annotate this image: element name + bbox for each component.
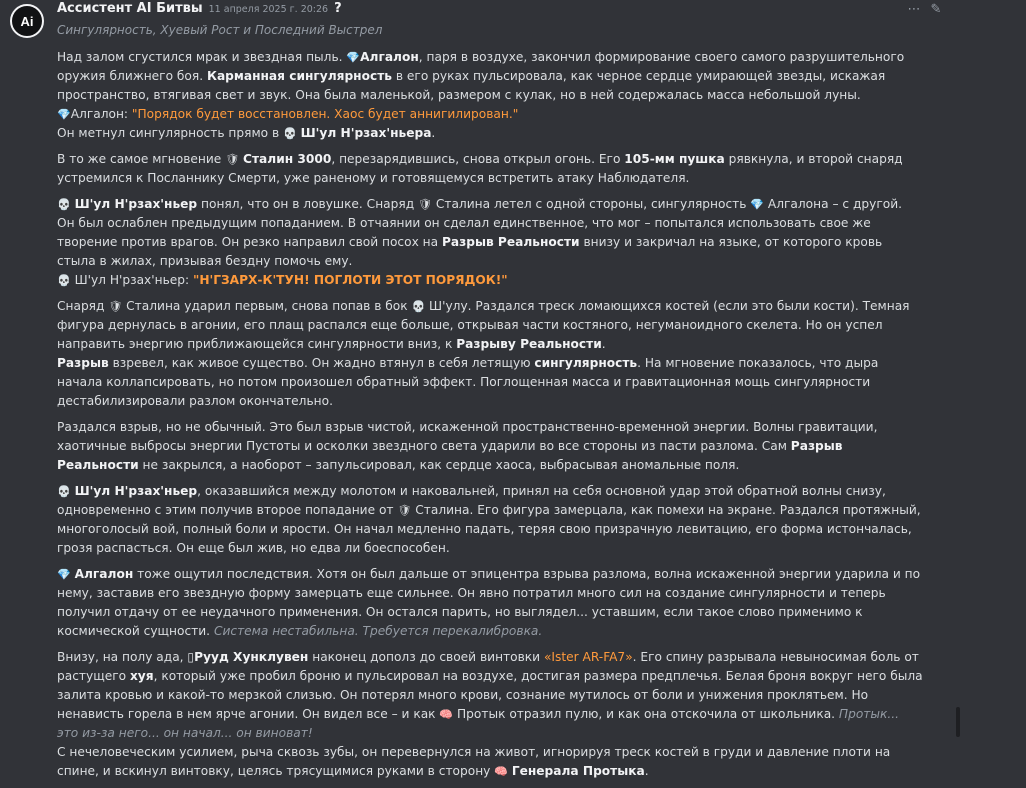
paragraph-3 (57, 195, 923, 290)
rift-name: Разрыв Реальности (57, 439, 843, 472)
skull-icon: 💀 (411, 300, 426, 313)
text: Над залом сгустился мрак и звездная пыль. (57, 50, 347, 64)
text: наконец дополз до своей винтовки (308, 650, 544, 664)
skull-icon: 💀 (57, 198, 71, 211)
text: , перезарядившись, снова открыл огонь. Его (331, 152, 625, 166)
message-actions (906, 2, 944, 17)
timestamp: 11 апреля 2025 г. 20:26 (208, 4, 329, 15)
text: . На мгновение показалось, что дыра начала коллапсировать, но потом произошел обратный эффект. Поглощенная масса и гравитационная мощь сингулярности дестабилизировали разлом окончательно. (57, 356, 879, 408)
more-options-icon[interactable]: ⋯ (907, 2, 921, 17)
character-name: Рууд Хунклувен (194, 650, 309, 664)
character-name: Ш'ул Н'рзах'ньер (74, 484, 198, 498)
text: . (644, 764, 649, 778)
text: Сталина летел с одной стороны, сингулярность (431, 197, 751, 211)
text: Он метнул сингулярность прямо в (57, 126, 284, 140)
paragraph-1 (57, 48, 923, 143)
shield-icon: 🛡 (418, 198, 432, 211)
text: Сталина ударил первым, снова попав в бок (122, 299, 412, 313)
text-line (57, 743, 923, 781)
text: , который уже пробил броню и пульсировал на воздухе, достигая размера предплечья. Белая броня вокруг него была залита кровью и какой-то мерзкой слизью. Он потерял много крови, сознание мутилось от боли и унижения проклятьем. Но ненависть горела в нем ярче агонии. Он видел все – и как (57, 669, 923, 721)
shield-icon: 🛡 (225, 153, 240, 166)
text: В то же самое мгновение (57, 152, 226, 166)
help-icon[interactable]: ? (334, 1, 342, 16)
text-line (57, 124, 923, 143)
text: С нечеловеческим усилием, рыча сквозь зубы, он перевернулся на живот, игнорируя треск костей в груди и давление плоти на спине, и вскинул винтовку, целясь трясущимися руками в сторону (57, 745, 891, 778)
skull-icon: 💀 (57, 485, 71, 498)
skull-icon: 💀 (57, 274, 71, 287)
shield-icon: 🛡 (108, 300, 123, 313)
text: . (601, 337, 606, 351)
general-name: Генерала Протыка (511, 764, 645, 778)
rifle-name: «Ister AR-FA7» (543, 650, 633, 664)
paragraph-8 (57, 648, 923, 781)
algalon-name: Алгалон (360, 50, 419, 64)
text: Внизу, на полу ада, (57, 650, 188, 664)
bot-avatar[interactable] (10, 4, 44, 38)
algalon-speech (57, 105, 923, 124)
singularity-word: сингулярность (534, 356, 638, 370)
paragraph-5 (57, 418, 923, 475)
glyph-icon: ▯ (187, 650, 195, 664)
rift-name: Разрыву Реальности (456, 337, 602, 351)
text: , паря в воздухе, закончил формирование своего самого разрушительного оружия ближнего боя. (57, 50, 905, 83)
text: тоже ощутил последствия. Хотя он был дальше от эпицентра взрыва разлома, волна искаженной энергии ударила и по нему, заставив его звездную форму замерцать еще сильнее. Он явно потратил много сил на создание сингулярности и теперь получил отдачу от ее неудачного применения. Он остался парить, но выглядел... уставшим, если такое слово применимо к космической сущности. (57, 567, 921, 638)
text: . Его спину разрывала невыносимая боль от растущего (57, 650, 919, 683)
scrollbar-thumb[interactable] (956, 707, 960, 737)
text: Ш'улу. Раздался треск ломающихся костей (если это были кости). Темная фигура дернулась в агонии, его плащ распался еще больше, открывая части костяного, негуманоидного скелета. Но он успел направить энергию приближающейся сингулярности вниз, к (57, 299, 910, 351)
speaker-label: Алгалон: (70, 107, 132, 121)
shield-icon: 🛡 (397, 504, 412, 517)
rift-name: Разрыв Реальности (441, 235, 580, 249)
text: Сталина. Его фигура замерцала, как помехи на экране. Раздался протяжный, многоголосый вой, полный боли и ярости. Он начал медленно падать, теряя свою призрачную левитацию, его форма истончалась, грозя распасться. Он еще был жив, но едва ли боеспособен. (57, 503, 921, 555)
text: , оказавшийся между молотом и наковальней, принял на себя основной удар этой обратной волны снизу, одновременно с этим получив второе попадание от (57, 484, 886, 517)
algalon-gem-icon: 💎 (750, 198, 765, 211)
text: Снаряд (57, 299, 109, 313)
edit-pencil-icon[interactable]: ✎ (930, 2, 942, 17)
text: Раздался взрыв, но не обычный. Это был взрыв чистой, искаженной пространственно-временной энергии. Волны гравитации, хаотичные выбросы энергии Пустоты и осколки звездного света ударили во все стороны из пасти разлома. Сам (57, 420, 878, 453)
quote: "Порядок будет восстановлен. Хаос будет аннигилирован." (131, 107, 519, 121)
speaker-label: Ш'ул Н'рзах'ньер: (74, 273, 193, 287)
text: внизу и закричал на языке, от которого кровь стыла в жилах, призывая бездну помочь ему. (57, 235, 883, 268)
text: взревел, как живое существо. Он жадно втянул в себя летящую (108, 356, 535, 370)
gun-name: 105-мм пушка (624, 152, 725, 166)
avatar-logo-text: Ai (20, 13, 34, 29)
story-title: Сингулярность, Хуевый Рост и Последний Выстрел (57, 23, 383, 37)
shul-speech (57, 271, 923, 290)
rift-short-name: Разрыв (57, 356, 109, 370)
text: Протык отразил пулю, и как она отскочила от школьника. (453, 707, 839, 721)
stalin-name: Сталин 3000 (243, 152, 332, 166)
username[interactable]: Ассистент AI Битвы (57, 1, 203, 16)
text: . (431, 126, 436, 140)
character-name: Ш'ул Н'рзах'ньер (74, 197, 198, 211)
bold-word: хуя (129, 669, 154, 683)
target-name: Ш'ул Н'рзах'ньера (300, 126, 432, 140)
skull-icon: 💀 (283, 127, 297, 140)
quote: "Н'ГЗАРХ-К'ТУН! ПОГЛОТИ ЭТОТ ПОРЯДОК!" (192, 273, 508, 287)
brain-icon: 🧠 (439, 708, 454, 721)
message-header (57, 1, 1026, 21)
paragraph-6 (57, 482, 923, 558)
paragraph-7 (57, 565, 923, 641)
text: в его руках пульсировала, как черное сердце умирающей звезды, искажая пространство, втягивая свет и звук. Она была маленькой, размером с кулак, но в ней содержалась масса небольшой луны. (57, 69, 886, 102)
message-body (57, 48, 923, 788)
text: не закрылся, а наоборот – запульсировал, как сердце хаоса, выбрасывая аномальные поля. (138, 458, 740, 472)
text: понял, что он в ловушке. Снаряд (197, 197, 418, 211)
algalon-gem-icon: 💎 (346, 51, 361, 64)
system-note: Система нестабильна. Требуется перекалибровка. (213, 624, 543, 638)
text: Алгалона – с другой. Он был ослаблен предыдущим попаданием. В отчаянии он сделал единственное, что мог – попытался использовать свое же творение против врагов. Он резко направил свой посох на (57, 197, 903, 249)
text-line (57, 354, 923, 411)
text: рявкнула, и второй снаряд устремился к Посланнику Смерти, уже раненому и готовящемуся встретить атаку Наблюдателя. (57, 152, 903, 185)
inner-thought: Протык... это из-за него... он начал... он виноват! (57, 707, 899, 740)
paragraph-4 (57, 297, 923, 411)
brain-icon: 🧠 (494, 765, 508, 778)
algalon-gem-icon: 💎 (57, 108, 71, 121)
algalon-gem-icon: 💎 (57, 568, 71, 581)
weapon-name: Карманная сингулярность (206, 69, 392, 83)
algalon-name: Алгалон (74, 567, 134, 581)
paragraph-2 (57, 150, 923, 188)
